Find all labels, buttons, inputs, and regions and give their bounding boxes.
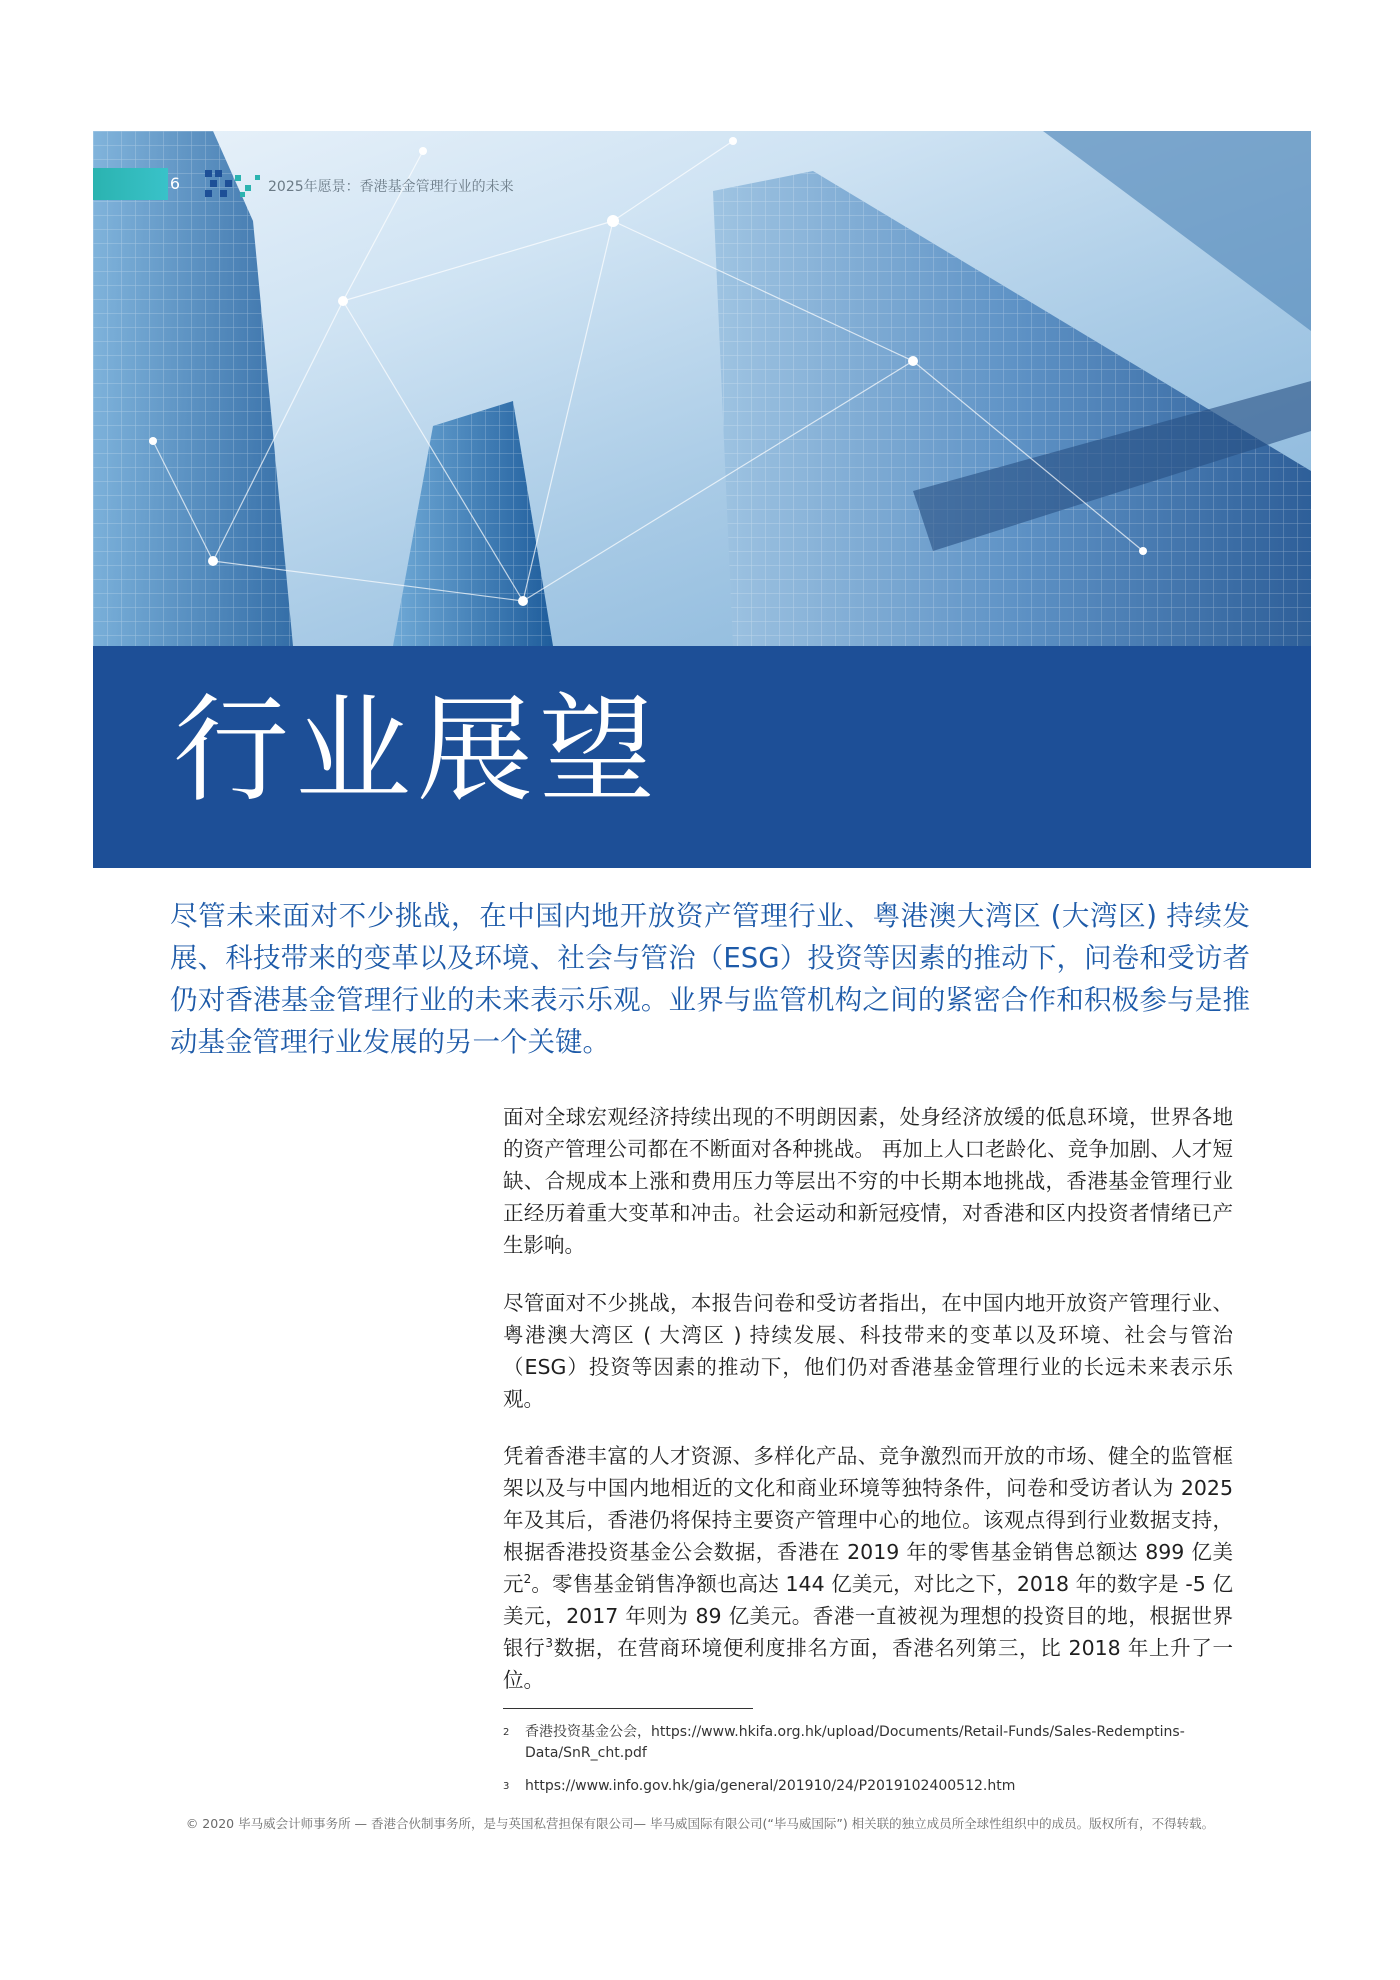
skyscraper-illustration [93,131,1311,646]
footnote-ref-2[interactable]: 2 [523,1572,532,1587]
intro-paragraph: 尽管未来面对不少挑战，在中国内地开放资产管理行业、粤港澳大湾区 (大湾区) 持续发展、科技带来的变革以及环境、社会与管治（ESG）投资等因素的推动下，问卷和受访者仍对香港基金管理行业的未来表示乐观。业界与监管机构之间的紧密合作和积极参与是推动基金管理行业发展的另一个关键。 [170,900,1250,1058]
body-paragraph-3-part-b: 。零售基金销售净额也高达 144 亿美元，对比之下，2018 年的数字是 -5 亿美元，2017 年则为 89 亿美元。香港一直被视为理想的投资目的地，根据世界银行 [503,1572,1233,1660]
body-paragraph-3 [503,1440,1233,1696]
footnote-2 [503,1722,1233,1764]
footnote-text[interactable]: https://www.info.gov.hk/gia/general/201910/24/P2019102400512.htm [525,1778,1016,1794]
pixel-pattern-icon [205,170,265,200]
body-paragraph-3-part-c: 数据，在营商环境便利度排名方面，香港名列第三，比 2018 年上升了一位。 [503,1636,1233,1692]
footnote-mark: 3 [503,1781,510,1792]
body-paragraph-2: 尽管面对不少挑战，本报告问卷和受访者指出，在中国内地开放资产管理行业、粤港澳大湾区 ( 大湾区 ) 持续发展、科技带来的变革以及环境、社会与管治（ESG）投资等因素的推动下，他们仍对香港基金管理行业的长远未来表示乐观。 [503,1291,1233,1411]
page-number: 6 [169,174,181,193]
section-title: 行业展望 [173,683,661,818]
title-band [93,646,1311,868]
copyright-notice: © 2020 毕马威会计师事务所 — 香港合伙制事务所，是与英国私营担保有限公司— 毕马威国际有限公司(“毕马威国际”) 相关联的独立成员所全球性组织中的成员。版权所有，不得转载。 [185,1816,1215,1831]
footnote-text[interactable]: 香港投资基金公会，https://www.hkifa.org.hk/upload/Documents/Retail-Funds/Sales-Redemptins-Data/SnR_cht.pdf [525,1724,1185,1761]
body-paragraph-1: 面对全球宏观经济持续出现的不明朗因素，处身经济放缓的低息环境，世界各地的资产管理公司都在不断面对各种挑战。 再加上人口老龄化、竞争加剧、人才短缺、合规成本上涨和费用压力等层出不穷的中长期本地挑战，香港基金管理行业正经历着重大变革和冲击。社会运动和新冠疫情，对香港和区内投资者情绪已产生影响。 [503,1105,1233,1257]
footnote-divider [503,1708,753,1709]
header-accent-bar [93,168,168,200]
footnote-3 [503,1776,1233,1797]
running-title: 2025年愿景：香港基金管理行业的未来 [268,179,514,195]
hero-image [93,131,1311,646]
footnote-mark: 2 [503,1727,510,1738]
footnote-ref-3[interactable]: 3 [545,1636,553,1651]
body-paragraph-3-part-a: 凭着香港丰富的人才资源、多样化产品、竞争激烈而开放的市场、健全的监管框架以及与中国内地相近的文化和商业环境等独特条件，问卷和受访者认为 2025 年及其后，香港仍将保持主要资产管理中心的地位。该观点得到行业数据支持，根据香港投资基金公会数据，香港在 2019 年的零售基金销售总额达 899 亿美元 [503,1444,1233,1596]
